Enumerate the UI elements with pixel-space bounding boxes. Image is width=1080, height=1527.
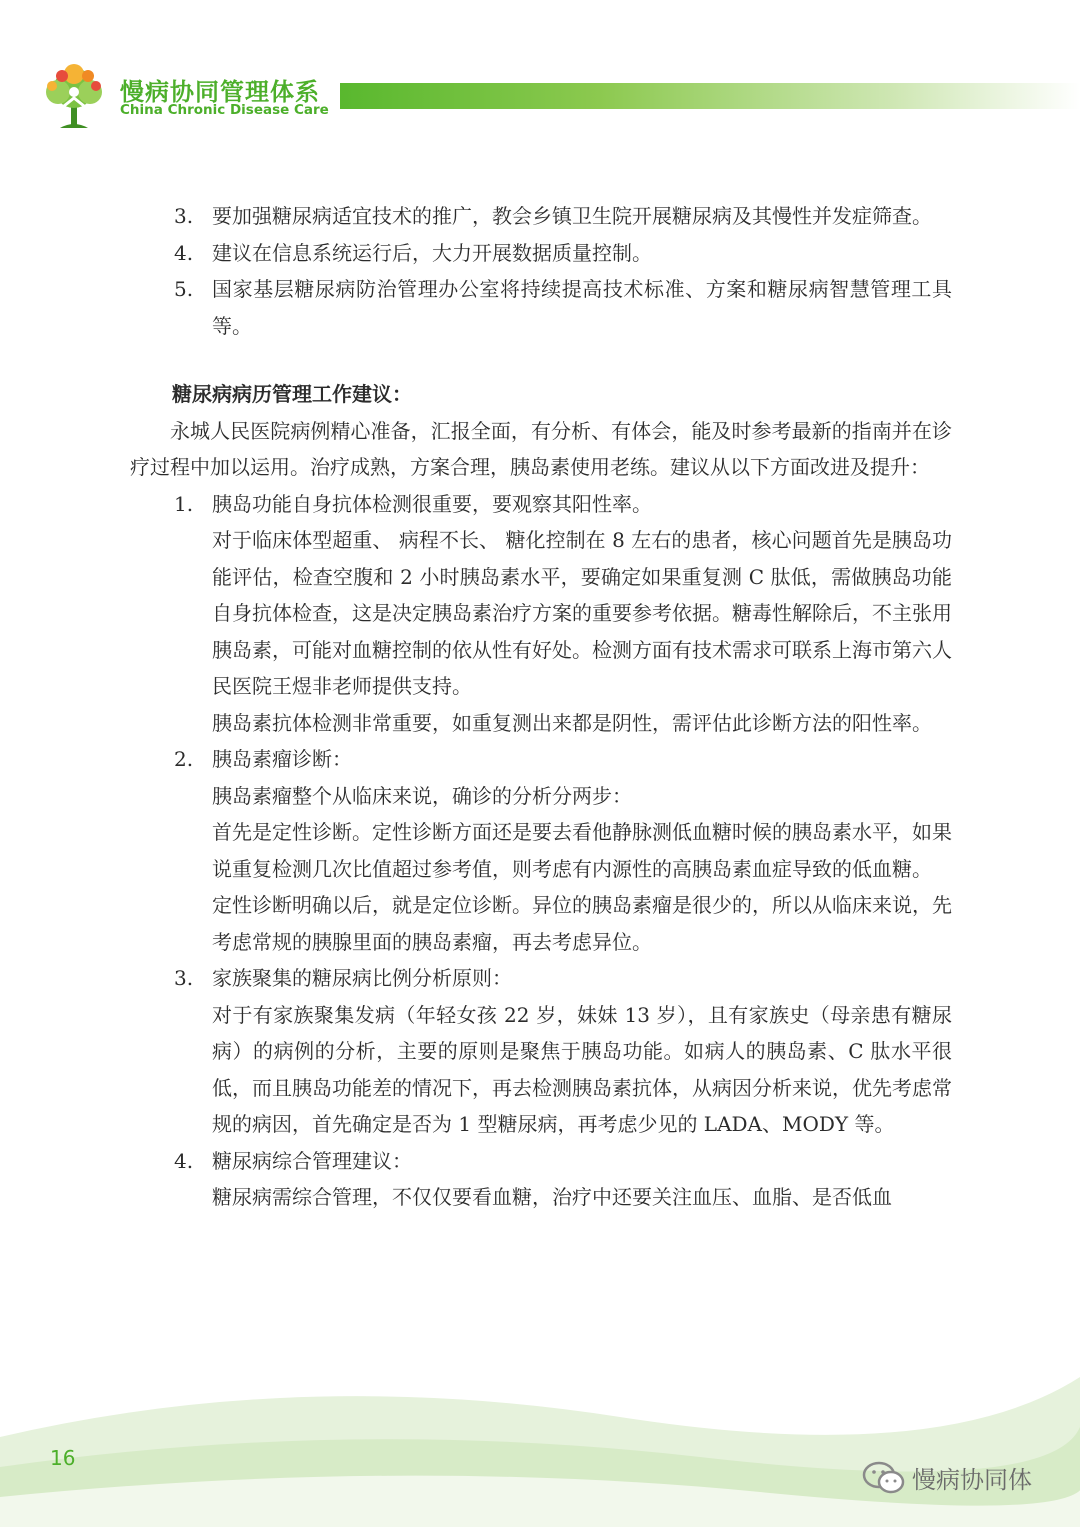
list-item-title: 胰岛功能自身抗体检测很重要，要观察其阳性率。	[212, 491, 652, 516]
wechat-watermark	[862, 1460, 1032, 1495]
list-number: 3.	[174, 966, 194, 990]
list-item-paragraph: 首先是定性诊断。定性诊断方面还是要去看他静脉测低血糖时候的胰岛素水平，如果说重复检测几次比值超过参考值，则考虑有内源性的高胰岛素血症导致的低血糖。	[212, 820, 952, 881]
page-header	[0, 0, 1080, 140]
list-number: 2.	[174, 747, 194, 771]
list-item-paragraph: 糖尿病需综合管理，不仅仅要看血糖，治疗中还要关注血压、血脂、是否低血	[212, 1185, 892, 1209]
list-item	[130, 198, 952, 235]
list-item-paragraph: 对于有家族聚集发病（年轻女孩 22 岁，妹妹 13 岁），且有家族史（母亲患有糖尿病）的病例的分析，主要的原则是聚焦于胰岛功能。如病人的胰岛素、C 肽水平很低，而且胰岛功能差的情况下，再去检测胰岛素抗体，从病因分析来说，优先考虑常规的病因，首先确定是否为 1 型糖尿病，再考虑少见的 LADA、MODY 等。	[212, 1002, 952, 1136]
list-item-title: 家族聚集的糖尿病比例分析原则：	[212, 966, 512, 990]
tree-people-logo-icon	[40, 62, 108, 132]
section-heading: 糖尿病病历管理工作建议：	[172, 382, 412, 406]
document-body	[130, 198, 952, 1216]
list-item-paragraph: 定性诊断明确以后，就是定位诊断。异位的胰岛素瘤是很少的，所以从临床来说，先考虑常规的胰腺里面的胰岛素瘤，再去考虑异位。	[212, 893, 952, 954]
list-text: 国家基层糖尿病防治管理办公室将持续提高技术标准、方案和糖尿病智慧管理工具等。	[212, 277, 952, 338]
list-item-title: 糖尿病综合管理建议：	[212, 1148, 412, 1173]
list-number: 1.	[174, 491, 194, 516]
list-text: 要加强糖尿病适宜技术的推广，教会乡镇卫生院开展糖尿病及其慢性并发症筛查。	[212, 204, 932, 228]
section-intro: 永城人民医院病例精心准备，汇报全面，有分析、有体会，能及时参考最新的指南并在诊疗过程中加以运用。治疗成熟，方案合理，胰岛素使用老练。建议从以下方面改进及提升：	[130, 418, 952, 479]
brand-title-cn: 慢病协同管理体系	[120, 78, 320, 106]
list-number: 4.	[174, 1148, 194, 1173]
page-number: 16	[50, 1446, 76, 1470]
list-item	[130, 1143, 952, 1216]
list-number: 4.	[174, 240, 194, 265]
list-item-paragraph: 胰岛素抗体检测非常重要，如重复测出来都是阴性，需评估此诊断方法的阳性率。	[212, 710, 932, 735]
list-item-title: 胰岛素瘤诊断：	[212, 747, 352, 771]
list-item	[130, 741, 952, 960]
list-item	[130, 960, 952, 1143]
list-number: 3.	[174, 204, 194, 228]
list-item-paragraph: 对于临床体型超重、 病程不长、 糖化控制在 8 左右的患者，核心问题首先是胰岛功能评估，检查空腹和 2 小时胰岛素水平，要确定如果重复测 C 肽低，需做胰岛功能自身抗体检查，这是决定胰岛素治疗方案的重要参考依据。糖毒性解除后，不主张用胰岛素，可能对血糖控制的依从性有好处。检测方面有技术需求可联系上海市第六人民医院王煜非老师提供支持。	[212, 528, 952, 698]
list-item-paragraph: 胰岛素瘤整个从临床来说，确诊的分析分两步：	[212, 783, 632, 808]
header-gradient-bar	[340, 83, 1080, 109]
brand-title-en: China Chronic Disease Care	[120, 102, 329, 118]
list-number: 5.	[174, 277, 194, 301]
list-item	[130, 271, 952, 344]
list-item	[130, 235, 952, 272]
list-text: 建议在信息系统运行后，大力开展数据质量控制。	[212, 240, 652, 265]
wechat-icon	[862, 1461, 906, 1495]
list-item	[130, 486, 952, 742]
wechat-label: 慢病协同体	[912, 1466, 1032, 1494]
